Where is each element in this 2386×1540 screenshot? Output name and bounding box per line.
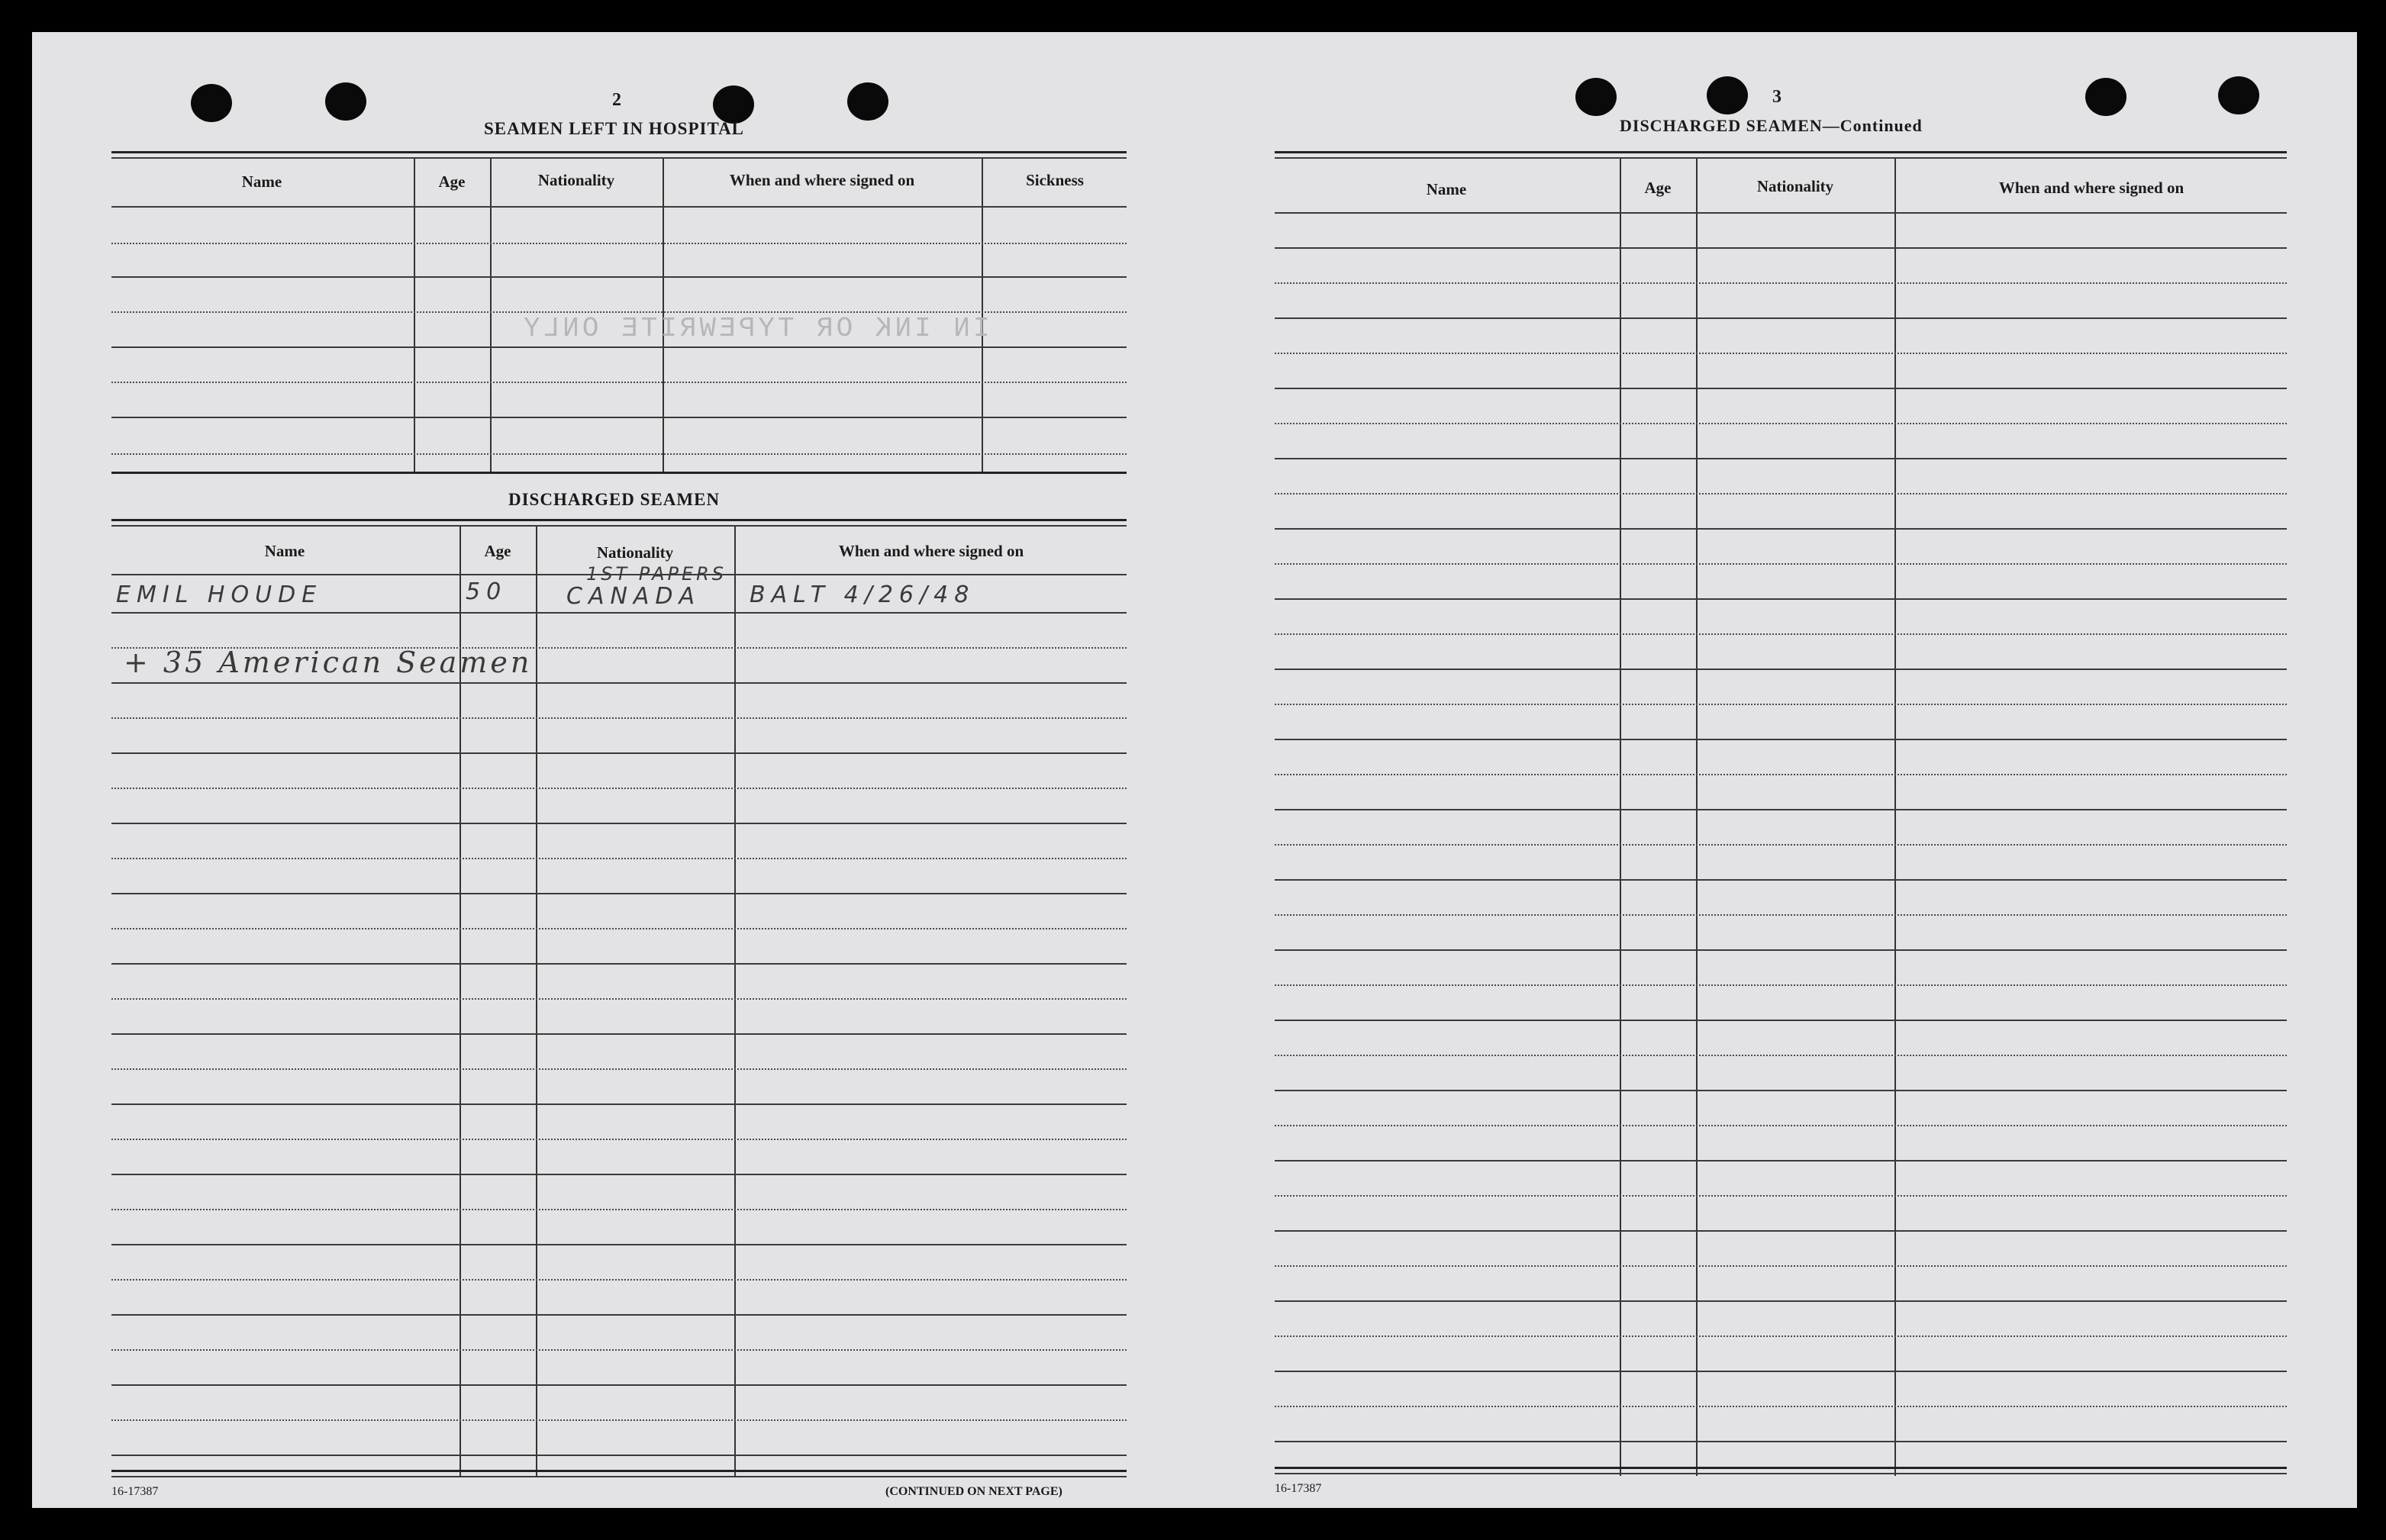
hospital-top-rule: [111, 151, 1127, 153]
discharged-row-line: [111, 717, 1127, 719]
punch-hole: [1707, 76, 1748, 114]
right-row-line: [1275, 809, 2287, 810]
hospital-header-sickness: Sickness: [1026, 171, 1084, 189]
hospital-section-title: SEAMEN LEFT IN HOSPITAL: [484, 119, 745, 138]
hospital-bottom-rule: [111, 472, 1127, 474]
page-number-right: 3: [1772, 87, 1781, 107]
right-row-line: [1275, 353, 2287, 354]
right-header-name: Name: [1426, 180, 1467, 198]
discharged-row-line: [111, 1033, 1127, 1035]
right-row-line: [1275, 317, 2287, 319]
discharged-top-rule: [111, 519, 1127, 521]
discharged-row-line: [111, 1455, 1127, 1456]
right-row-line: [1275, 458, 2287, 459]
discharged-header-age: Age: [484, 542, 511, 560]
right-row-line: [1275, 1195, 2287, 1197]
document-sheet: [32, 32, 2357, 1508]
right-row-line: [1275, 914, 2287, 916]
discharged-row-line: [111, 1314, 1127, 1316]
discharged-top-rule-thin: [111, 525, 1127, 527]
hospital-row-line: [111, 346, 1127, 348]
right-row-line: [1275, 1125, 2287, 1126]
discharged-header-name: Name: [264, 542, 305, 560]
right-col-divider: [1620, 159, 1621, 1476]
handwritten-note: + 35 American Seamen: [124, 646, 533, 679]
punch-hole: [2085, 78, 2126, 116]
right-row-line: [1275, 598, 2287, 600]
right-row-line: [1275, 563, 2287, 565]
discharged-row-line: [111, 682, 1127, 684]
entry-signed-on: BALT 4/26/48: [750, 582, 975, 608]
discharged-row-line: [111, 1279, 1127, 1281]
right-row-line: [1275, 423, 2287, 424]
discharged-row-line: [111, 1349, 1127, 1351]
punch-hole: [1575, 78, 1617, 116]
right-row-line: [1275, 247, 2287, 249]
discharged-bottom-rule-thin: [111, 1476, 1127, 1477]
right-row-line: [1275, 774, 2287, 775]
hospital-header-nationality: Nationality: [537, 171, 615, 189]
right-row-line: [1275, 739, 2287, 740]
right-row-line: [1275, 1441, 2287, 1442]
discharged-row-line: [111, 858, 1127, 859]
form-number-left: 16-17387: [111, 1485, 159, 1498]
discharged-row-line: [111, 893, 1127, 894]
right-row-line: [1275, 949, 2287, 951]
hospital-row-line: [111, 243, 1127, 244]
right-row-line: [1275, 1020, 2287, 1021]
hospital-row-line: [111, 453, 1127, 455]
right-header-age: Age: [1644, 179, 1672, 197]
discharged-row-line: [111, 1174, 1127, 1175]
discharged-row-line: [111, 1209, 1127, 1210]
right-row-line: [1275, 1300, 2287, 1302]
continued-note: (CONTINUED ON NEXT PAGE): [885, 1485, 1062, 1498]
right-row-line: [1275, 1335, 2287, 1337]
discharged-row-line: [111, 1103, 1127, 1105]
hospital-header-rule: [111, 206, 1127, 208]
right-col-divider: [1894, 159, 1896, 1476]
form-number-right: 16-17387: [1275, 1482, 1322, 1495]
right-col-divider: [1696, 159, 1698, 1476]
punch-hole: [713, 85, 754, 124]
right-row-line: [1275, 1055, 2287, 1056]
page-number-left: 2: [612, 90, 621, 110]
entry-nationality-note: 1ST PAPERS: [586, 563, 727, 585]
right-row-line: [1275, 1160, 2287, 1161]
discharged-header-signed-on: When and where signed on: [838, 542, 1024, 560]
hospital-header-name: Name: [241, 172, 282, 191]
right-row-line: [1275, 1230, 2287, 1232]
right-row-line: [1275, 984, 2287, 986]
right-row-line: [1275, 1265, 2287, 1267]
right-row-line: [1275, 669, 2287, 670]
right-page-title: DISCHARGED SEAMEN—Continued: [1620, 116, 1923, 135]
discharged-row-line: [111, 1139, 1127, 1140]
right-header-signed-on: When and where signed on: [1998, 179, 2184, 197]
discharged-row-line: [111, 1384, 1127, 1386]
hospital-header-signed-on: When and where signed on: [729, 171, 915, 189]
right-bottom-rule-thin: [1275, 1473, 2287, 1474]
right-row-line: [1275, 1090, 2287, 1091]
discharged-row-line: [111, 752, 1127, 754]
punch-hole: [191, 84, 232, 122]
right-header-nationality: Nationality: [1756, 177, 1834, 195]
discharged-header-nationality: Nationality: [596, 543, 674, 562]
discharged-row-line: [111, 963, 1127, 965]
discharged-row-line: [111, 612, 1127, 614]
discharged-row-line: [111, 998, 1127, 1000]
punch-hole: [847, 82, 888, 121]
right-top-rule: [1275, 151, 2287, 153]
punch-hole: [2218, 76, 2259, 114]
right-row-line: [1275, 704, 2287, 705]
hospital-header-age: Age: [438, 172, 466, 191]
discharged-row-line: [111, 1244, 1127, 1245]
right-row-line: [1275, 879, 2287, 881]
hospital-row-line: [111, 417, 1127, 418]
discharged-col-divider: [734, 527, 736, 1476]
discharged-row-line: [111, 788, 1127, 789]
discharged-row-line: [111, 928, 1127, 929]
right-row-line: [1275, 528, 2287, 530]
entry-nationality: CANADA: [566, 583, 701, 610]
right-row-line: [1275, 844, 2287, 846]
entry-age: 50: [466, 578, 508, 605]
right-header-rule: [1275, 212, 2287, 214]
right-row-line: [1275, 1406, 2287, 1407]
right-row-line: [1275, 282, 2287, 284]
discharged-col-divider: [536, 527, 537, 1476]
hospital-row-line: [111, 382, 1127, 383]
entry-name: EMIL HOUDE: [116, 582, 323, 608]
discharged-row-line: [111, 1068, 1127, 1070]
bleed-through-text: IN INK OR TYPEWRITE ONLY: [521, 313, 990, 344]
right-row-line: [1275, 1371, 2287, 1372]
punch-hole: [325, 82, 366, 121]
right-bottom-rule: [1275, 1467, 2287, 1469]
right-row-line: [1275, 493, 2287, 495]
hospital-row-line: [111, 276, 1127, 278]
discharged-section-title: DISCHARGED SEAMEN: [508, 490, 721, 509]
right-top-rule-thin: [1275, 157, 2287, 159]
discharged-row-line: [111, 1419, 1127, 1421]
discharged-bottom-rule: [111, 1470, 1127, 1472]
right-row-line: [1275, 388, 2287, 389]
discharged-row-line: [111, 823, 1127, 824]
hospital-top-rule-thin: [111, 157, 1127, 159]
right-row-line: [1275, 633, 2287, 635]
